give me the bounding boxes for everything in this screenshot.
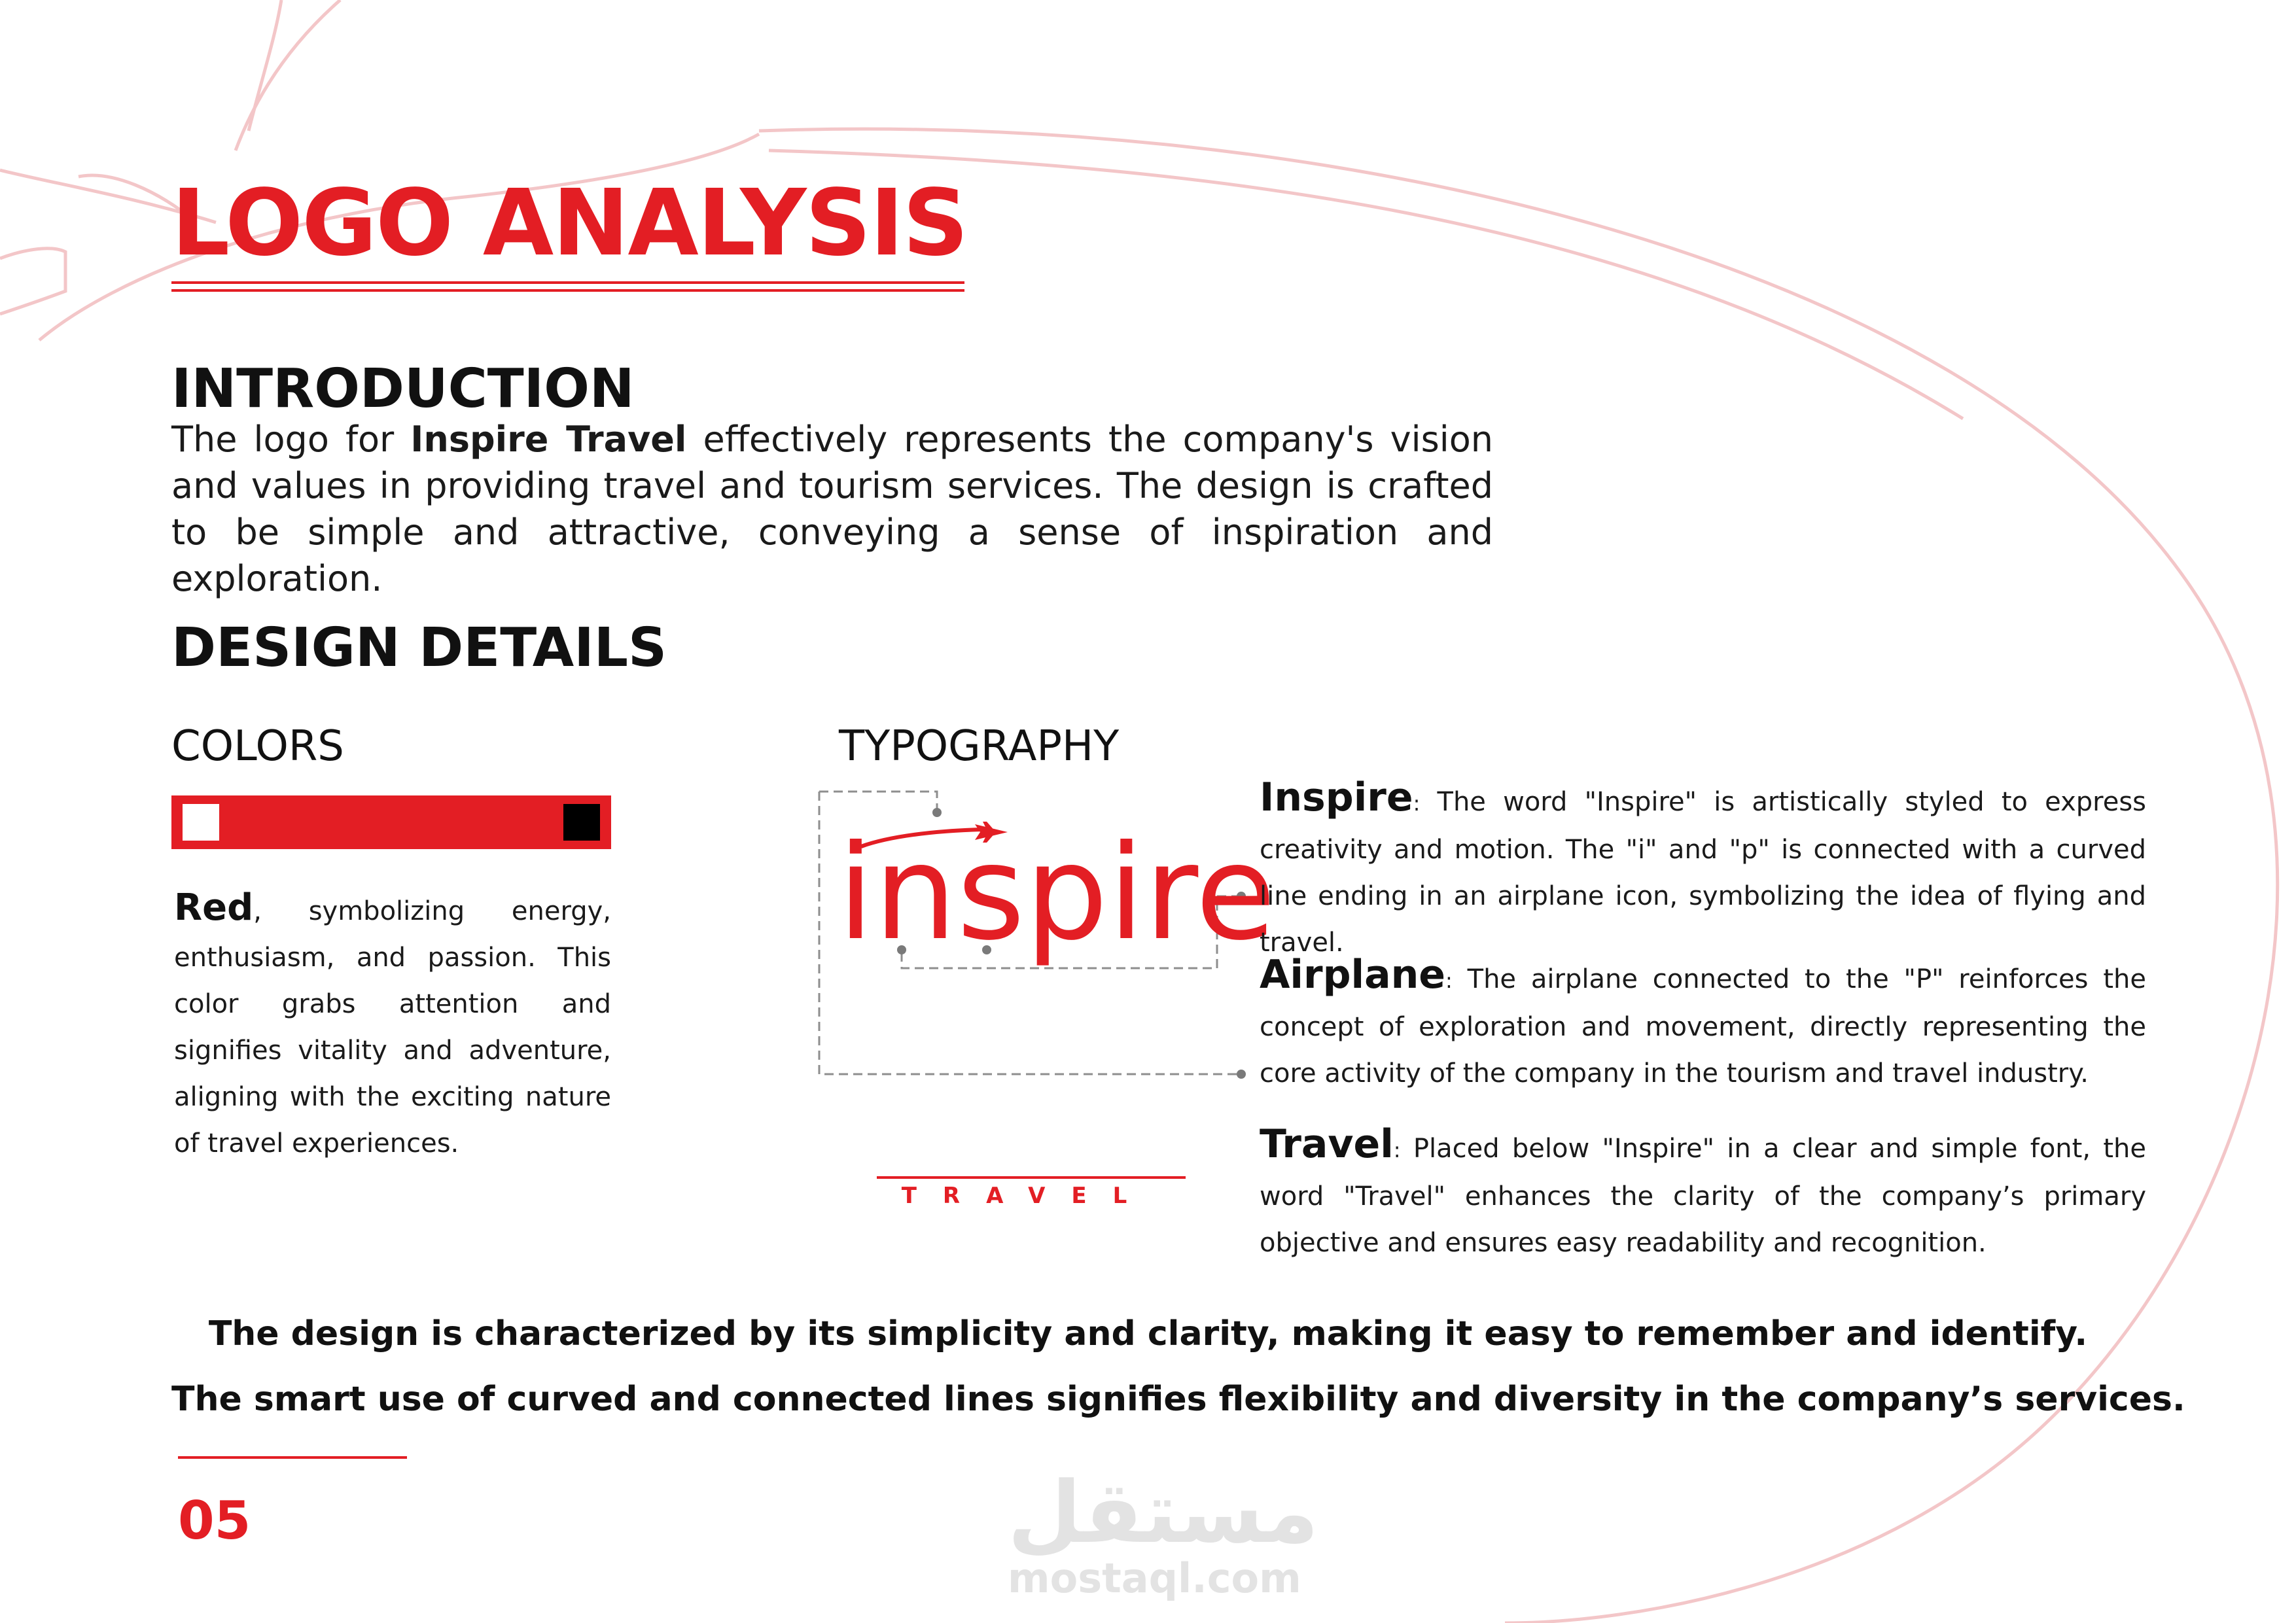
design-details-heading: DESIGN DETAILS (171, 617, 667, 679)
title-underline-second (171, 289, 964, 292)
watermark-latin: mostaql.com (1008, 1554, 1301, 1602)
colors-heading: COLORS (171, 722, 344, 771)
watermark-arabic: مستقل (1008, 1463, 1319, 1562)
airplane-text: The airplane connected to the "P" reinforces the concept of exploration and movement, directly representing the core activity of the company in the tourism and travel industry. (1260, 964, 2146, 1089)
brand-name: Inspire Travel (410, 419, 687, 460)
logo-travel-word: TRAVEL (901, 1183, 1154, 1209)
title-underline (171, 281, 964, 284)
swatch-white (183, 804, 219, 841)
typography-heading: TYPOGRAPHY (839, 722, 1120, 771)
typography-airplane-description (1260, 952, 2146, 1097)
summary-line-1: The design is characterized by its simplicity and clarity, making it easy to remember and identify. (208, 1314, 2088, 1353)
red-color-description (174, 884, 611, 1167)
travel-lead: Travel (1260, 1121, 1394, 1167)
introduction-heading: INTRODUCTION (171, 358, 635, 420)
introduction-text (171, 416, 1493, 602)
typography-travel-description (1260, 1121, 2146, 1266)
summary-line-2: The smart use of curved and connected lines signifies flexibility and diversity in the company’s services. (171, 1380, 2185, 1419)
introduction-text-before: The logo for (171, 419, 411, 460)
inspire-lead: Inspire (1260, 775, 1413, 820)
page-number-rule (178, 1456, 407, 1459)
color-palette-bar (171, 795, 611, 849)
swatch-black (563, 804, 600, 841)
inspire-logo-diagram (811, 778, 1276, 1092)
red-lead: Red (174, 886, 254, 929)
travel-colon: : (1393, 1138, 1401, 1162)
red-description-text: , symbolizing energy, enthusiasm, and passion. This color grabs attention and signifies vitality and adventure, aligning with the exciting nature of travel experiences. (174, 896, 611, 1159)
inspire-colon: : (1413, 791, 1421, 816)
typography-inspire-description (1260, 775, 2146, 966)
introduction-text-after: effectively represents the company's vision and values in providing travel and tourism services. The design is crafted to be simple and attractive, conveying a sense of inspiration and exploration. (171, 419, 1493, 599)
inspire-text: The word "Inspire" is artistically styled to express creativity and motion. The "i" and "p" is connected with a curved line ending in an airplane icon, symbolizing the idea of flying and travel. (1260, 787, 2146, 958)
page-title: LOGO ANALYSIS (171, 170, 968, 277)
airplane-colon: : (1445, 968, 1453, 993)
travel-text: Placed below "Inspire" in a clear and simple font, the word "Travel" enhances the clarity of the company’s primary objective and ensures easy readability and recognition. (1260, 1134, 2146, 1258)
airplane-lead: Airplane (1260, 952, 1446, 998)
travel-underline (877, 1176, 1186, 1179)
logo-wordmark: inspire (838, 817, 1276, 969)
page-number: 05 (178, 1490, 251, 1551)
